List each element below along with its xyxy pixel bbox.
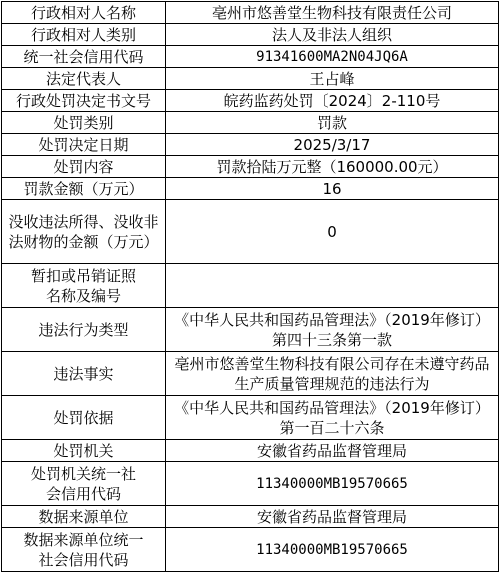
table-row bbox=[2, 24, 499, 46]
table-row bbox=[2, 2, 499, 24]
row-value: 罚款拾陆万元整（160000.00元） bbox=[166, 156, 499, 178]
table-row bbox=[2, 528, 499, 572]
row-value bbox=[166, 264, 499, 308]
row-label: 处罚决定日期 bbox=[2, 134, 166, 156]
row-value: 《中华人民共和国药品管理法》（2019年修订）第四十三条第一款 bbox=[166, 308, 499, 352]
row-label: 处罚类别 bbox=[2, 112, 166, 134]
row-value: 法人及非法人组织 bbox=[166, 24, 499, 46]
row-value: 11340000MB19570665 bbox=[166, 528, 499, 572]
row-value: 16 bbox=[166, 178, 499, 200]
row-value: 91341600MA2N04JQ6A bbox=[166, 46, 499, 68]
row-label: 处罚机关统一社会信用代码 bbox=[2, 462, 166, 506]
row-value: 皖药监药处罚〔2024〕2-110号 bbox=[166, 90, 499, 112]
table-row bbox=[2, 134, 499, 156]
row-label: 统一社会信用代码 bbox=[2, 46, 166, 68]
table-row bbox=[2, 200, 499, 264]
row-value: 罚款 bbox=[166, 112, 499, 134]
table-row bbox=[2, 156, 499, 178]
table-row bbox=[2, 264, 499, 308]
row-label: 法定代表人 bbox=[2, 68, 166, 90]
row-label: 没收违法所得、没收非法财物的金额（万元） bbox=[2, 200, 166, 264]
penalty-info-table bbox=[1, 1, 499, 572]
table-row bbox=[2, 90, 499, 112]
row-label: 违法事实 bbox=[2, 352, 166, 396]
row-value: 《中华人民共和国药品管理法》（2019年修订）第一百二十六条 bbox=[166, 396, 499, 440]
table-row bbox=[2, 506, 499, 528]
row-label: 行政处罚决定书文号 bbox=[2, 90, 166, 112]
row-label: 处罚依据 bbox=[2, 396, 166, 440]
table-row bbox=[2, 440, 499, 462]
row-value: 亳州市悠善堂生物科技有限责任公司 bbox=[166, 2, 499, 24]
row-value: 亳州市悠善堂生物科技有限公司存在未遵守药品生产质量管理规范的违法行为 bbox=[166, 352, 499, 396]
row-value: 2025/3/17 bbox=[166, 134, 499, 156]
table-row bbox=[2, 308, 499, 352]
row-value: 王占峰 bbox=[166, 68, 499, 90]
row-value: 安徽省药品监督管理局 bbox=[166, 506, 499, 528]
row-label: 数据来源单位统一社会信用代码 bbox=[2, 528, 166, 572]
table-row bbox=[2, 352, 499, 396]
table-row bbox=[2, 396, 499, 440]
row-value: 0 bbox=[166, 200, 499, 264]
table-row bbox=[2, 68, 499, 90]
row-label: 罚款金额（万元） bbox=[2, 178, 166, 200]
row-label: 暂扣或吊销证照名称及编号 bbox=[2, 264, 166, 308]
row-label: 处罚机关 bbox=[2, 440, 166, 462]
row-label: 行政相对人类别 bbox=[2, 24, 166, 46]
table-row bbox=[2, 178, 499, 200]
row-value: 安徽省药品监督管理局 bbox=[166, 440, 499, 462]
row-label: 违法行为类型 bbox=[2, 308, 166, 352]
row-label: 数据来源单位 bbox=[2, 506, 166, 528]
row-label: 处罚内容 bbox=[2, 156, 166, 178]
table-row bbox=[2, 46, 499, 68]
row-value: 11340000MB19570665 bbox=[166, 462, 499, 506]
row-label: 行政相对人名称 bbox=[2, 2, 166, 24]
table-row bbox=[2, 112, 499, 134]
table-row bbox=[2, 462, 499, 506]
